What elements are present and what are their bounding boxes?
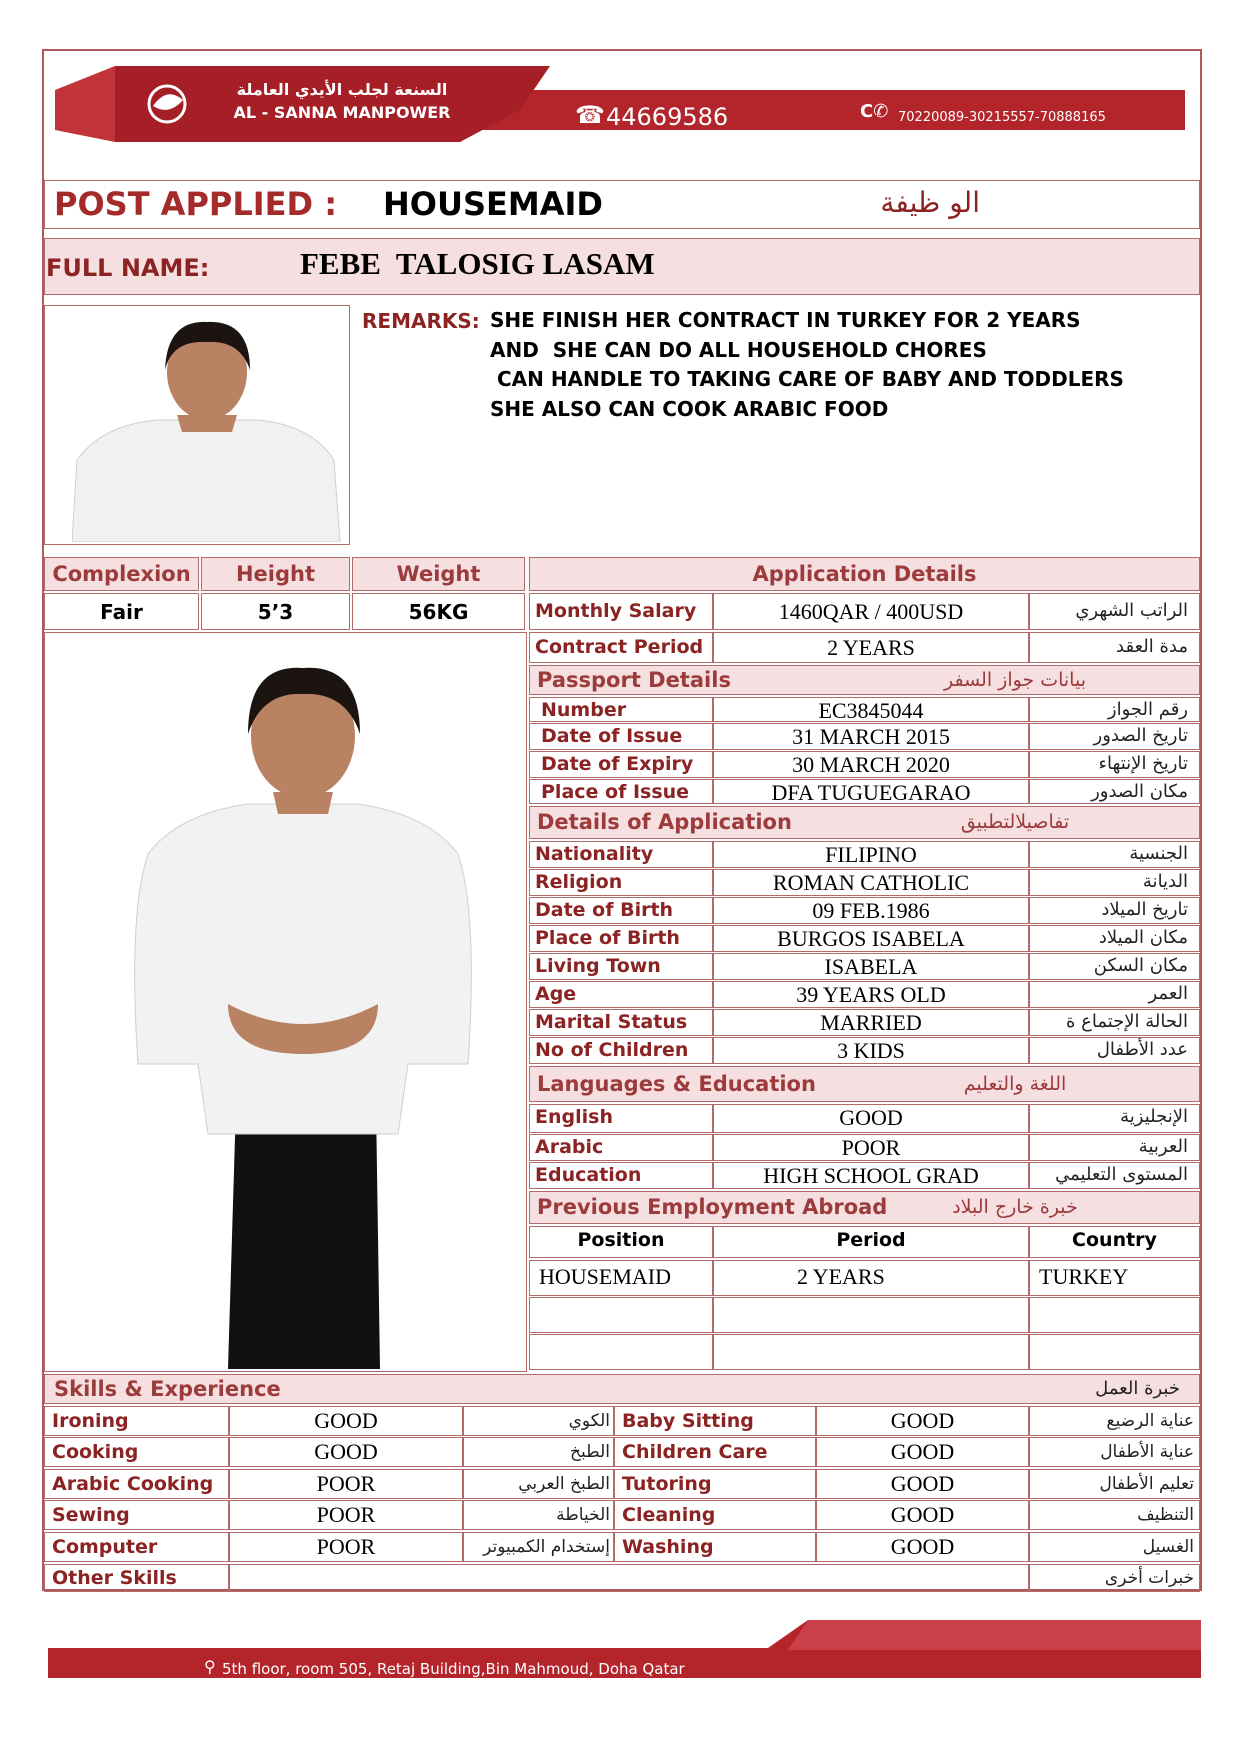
- full-name-label: FULL NAME:: [46, 254, 210, 282]
- row-value: POOR: [841, 1135, 901, 1160]
- emp-country-header: Country: [1072, 1229, 1157, 1251]
- remarks-line-4: SHE ALSO CAN COOK ARABIC FOOD: [490, 397, 889, 421]
- full-name-value: FEBE TALOSIG LASAM: [300, 246, 655, 281]
- row-label: Place of Issue: [541, 781, 690, 803]
- details-section-title: Details of Application: [537, 810, 792, 834]
- skill-left-value: POOR: [316, 1534, 376, 1559]
- passport-section-title: Passport Details: [537, 668, 731, 692]
- row-value: 30 MARCH 2020: [792, 752, 950, 777]
- row-arabic: المستوى التعليمي: [1055, 1164, 1188, 1185]
- skill-right-value: GOOD: [890, 1471, 955, 1496]
- other-skills-arabic: خبرات أخرى: [1104, 1568, 1194, 1588]
- skill-left-arabic: إستخدام الكمبيوتر: [483, 1537, 610, 1557]
- skill-right-value: GOOD: [890, 1502, 955, 1527]
- emp-period-header: Period: [836, 1229, 906, 1251]
- row-arabic: الحالة الإجتماع ة: [1065, 1011, 1188, 1032]
- skill-right-label: Children Care: [622, 1441, 768, 1463]
- candidate-photo-full: [108, 664, 498, 1369]
- post-applied-value: HOUSEMAID: [383, 185, 603, 223]
- row-arabic: الإنجليزية: [1120, 1106, 1188, 1127]
- row-arabic: الجنسية: [1129, 843, 1188, 864]
- skill-right-label: Baby Sitting: [622, 1410, 754, 1432]
- row-value: 2 YEARS: [827, 635, 915, 660]
- row-value: ROMAN CATHOLIC: [772, 870, 970, 895]
- row-arabic: العمر: [1148, 983, 1188, 1004]
- row-arabic: الديانة: [1142, 871, 1188, 892]
- remarks-line-1: SHE FINISH HER CONTRACT IN TURKEY FOR 2 YEARS: [490, 308, 1081, 332]
- other-skills-value-cell: [229, 1564, 1029, 1592]
- row-arabic: تاريخ الإنتهاء: [1098, 753, 1188, 774]
- candidate-photo-small: [72, 320, 342, 542]
- skills-title: Skills & Experience: [54, 1377, 281, 1401]
- skill-right-value: GOOD: [890, 1408, 955, 1433]
- skill-right-arabic: الغسيل: [1142, 1537, 1194, 1557]
- row-value: 31 MARCH 2015: [792, 724, 950, 749]
- row-value: DFA TUGUEGARAO: [771, 780, 971, 805]
- emp-country: [1039, 1338, 1198, 1368]
- height-value: 5’3: [257, 600, 294, 624]
- row-arabic: مكان الميلاد: [1098, 927, 1188, 948]
- row-value: 09 FEB.1986: [812, 898, 930, 923]
- row-arabic: مكان السكن: [1093, 955, 1188, 976]
- row-value: 39 YEARS OLD: [796, 982, 946, 1007]
- row-value: MARRIED: [820, 1010, 922, 1035]
- skill-right-arabic: عناية الأطفال: [1100, 1442, 1194, 1462]
- employment-section-arabic: خبرة خارج البلاد: [952, 1196, 1078, 1218]
- row-label: Number: [541, 699, 627, 721]
- row-arabic: مكان الصدور: [1091, 781, 1188, 802]
- skill-right-value: GOOD: [890, 1439, 955, 1464]
- row-label: English: [535, 1106, 613, 1128]
- row-label: Date of Issue: [541, 725, 683, 747]
- emp-position: [539, 1338, 711, 1368]
- skill-left-value: POOR: [316, 1502, 376, 1527]
- row-label: Nationality: [535, 843, 654, 865]
- skill-right-label: Tutoring: [622, 1473, 712, 1495]
- skill-left-label: Sewing: [52, 1504, 130, 1526]
- post-applied-arabic: الو ظيفة: [880, 186, 980, 219]
- emp-position: HOUSEMAID: [539, 1264, 671, 1289]
- row-arabic: العربية: [1138, 1136, 1188, 1157]
- row-value: EC3845044: [818, 698, 924, 723]
- row-value: ISABELA: [824, 954, 918, 979]
- details-section-arabic: تفاصيلالتطبيق: [960, 811, 1070, 833]
- skill-left-arabic: الطبخ العربي: [518, 1474, 610, 1494]
- row-label: Living Town: [535, 955, 661, 977]
- skill-left-arabic: الطبخ: [570, 1442, 610, 1462]
- row-label: Date of Expiry: [541, 753, 694, 775]
- row-label: Arabic: [535, 1136, 604, 1158]
- skill-left-value: POOR: [316, 1471, 376, 1496]
- skill-right-label: Cleaning: [622, 1504, 716, 1526]
- other-skills-label: Other Skills: [52, 1567, 177, 1589]
- skill-right-arabic: عناية الرضيع: [1106, 1411, 1194, 1431]
- remarks-line-3: CAN HANDLE TO TAKING CARE OF BABY AND TODDLERS: [490, 367, 1124, 391]
- row-label: Age: [535, 983, 577, 1005]
- skill-right-arabic: التنظيف: [1137, 1505, 1194, 1525]
- row-value: FILIPINO: [825, 842, 917, 867]
- row-value: BURGOS ISABELA: [777, 926, 965, 951]
- row-label: Marital Status: [535, 1011, 688, 1033]
- row-arabic: تاريخ الصدور: [1093, 725, 1188, 746]
- mobile-numbers: 70220089-30215557-70888165: [898, 110, 1106, 125]
- skill-left-arabic: الكوي: [568, 1411, 610, 1431]
- row-label: Education: [535, 1164, 642, 1186]
- row-value: 1460QAR / 400USD: [778, 599, 964, 624]
- row-label: No of Children: [535, 1039, 689, 1061]
- skill-right-value: GOOD: [890, 1534, 955, 1559]
- row-arabic: تاريخ الميلاد: [1101, 899, 1188, 920]
- application-title: Application Details: [752, 562, 977, 586]
- emp-period: [713, 1301, 1029, 1331]
- skill-left-value: GOOD: [314, 1439, 378, 1464]
- skill-right-label: Washing: [622, 1536, 714, 1558]
- weight-header: Weight: [396, 562, 481, 586]
- post-applied-label: POST APPLIED :: [54, 185, 337, 223]
- complexion-value: Fair: [100, 600, 143, 624]
- remarks-line-2: AND SHE CAN DO ALL HOUSEHOLD CHORES: [490, 338, 987, 362]
- emp-country: TURKEY: [1039, 1264, 1129, 1289]
- emp-period: [713, 1338, 1029, 1368]
- languages-section-arabic: اللغة والتعليم: [963, 1073, 1067, 1095]
- height-header: Height: [235, 562, 316, 586]
- row-arabic: رقم الجواز: [1107, 699, 1188, 720]
- skill-left-label: Ironing: [52, 1410, 129, 1432]
- emp-country: [1039, 1301, 1198, 1331]
- company-name: AL - SANNA MANPOWER: [233, 103, 451, 122]
- row-arabic: عدد الأطفال: [1096, 1039, 1188, 1060]
- emp-position-header: Position: [577, 1229, 665, 1251]
- skill-left-label: Cooking: [52, 1441, 139, 1463]
- location-pin-icon: ⚲: [204, 1657, 216, 1676]
- skill-left-value: GOOD: [314, 1408, 378, 1433]
- weight-value: 56KG: [408, 600, 469, 624]
- row-arabic: مدة العقد: [1116, 636, 1188, 657]
- skill-left-arabic: الخياطة: [556, 1505, 610, 1525]
- languages-section-title: Languages & Education: [537, 1072, 816, 1096]
- row-label: Monthly Salary: [535, 600, 697, 622]
- skill-left-label: Computer: [52, 1536, 158, 1558]
- company-arabic: السنعة لجلب الأيدي العاملة: [236, 80, 448, 99]
- skill-right-arabic: تعليم الأطفال: [1099, 1474, 1194, 1494]
- emp-position: [539, 1301, 711, 1331]
- phone-icon: ☎: [575, 101, 605, 129]
- skill-left-label: Arabic Cooking: [52, 1473, 214, 1495]
- row-value: HIGH SCHOOL GRAD: [763, 1163, 979, 1188]
- emp-period: 2 YEARS: [797, 1264, 885, 1289]
- row-label: Religion: [535, 871, 623, 893]
- skills-title-arabic: خبرة العمل: [1095, 1378, 1180, 1399]
- employment-section-title: Previous Employment Abroad: [537, 1195, 888, 1219]
- row-value: GOOD: [839, 1105, 903, 1130]
- row-label: Date of Birth: [535, 899, 674, 921]
- row-label: Contract Period: [535, 636, 704, 658]
- remarks-label: REMARKS:: [362, 309, 480, 333]
- row-arabic: الراتب الشهري: [1075, 600, 1188, 621]
- phone-number: 44669586: [606, 103, 729, 131]
- row-label: Place of Birth: [535, 927, 680, 949]
- mobile-icon: C✆: [860, 101, 889, 122]
- footer-address: 5th floor, room 505, Retaj Building,Bin Mahmoud, Doha Qatar: [222, 1660, 685, 1678]
- row-value: 3 KIDS: [837, 1038, 905, 1063]
- complexion-header: Complexion: [52, 562, 191, 586]
- passport-section-arabic: بيانات جواز السفر: [944, 669, 1086, 691]
